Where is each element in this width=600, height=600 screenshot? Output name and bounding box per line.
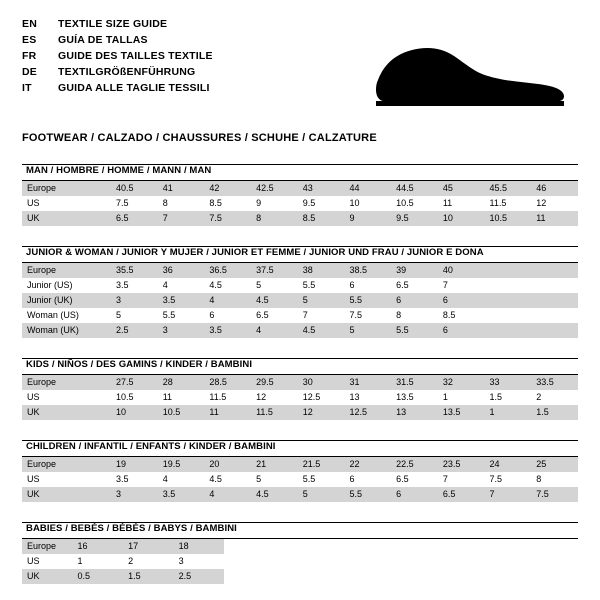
cell: 4 bbox=[251, 323, 298, 338]
cell: 8.5 bbox=[438, 308, 485, 323]
cell: 10 bbox=[111, 405, 158, 420]
cell: 32 bbox=[438, 375, 485, 390]
cell: 11 bbox=[438, 196, 485, 211]
cell: 3 bbox=[111, 487, 158, 502]
cell-empty bbox=[527, 539, 578, 554]
table-row bbox=[22, 405, 578, 420]
row-label: Junior (UK) bbox=[22, 293, 111, 308]
cell: 8 bbox=[158, 196, 205, 211]
row-label: UK bbox=[22, 487, 111, 502]
cell: 36.5 bbox=[204, 263, 251, 278]
cell: 1 bbox=[485, 405, 532, 420]
cell bbox=[485, 293, 532, 308]
language-row bbox=[22, 82, 213, 98]
size-table bbox=[22, 181, 578, 226]
language-code: ES bbox=[22, 34, 37, 46]
cell: 33 bbox=[485, 375, 532, 390]
cell: 4.5 bbox=[298, 323, 345, 338]
cell-empty bbox=[325, 569, 376, 584]
cell: 2.5 bbox=[174, 569, 225, 584]
table-row bbox=[22, 487, 578, 502]
cell-empty bbox=[477, 554, 528, 569]
cell bbox=[485, 308, 532, 323]
cell: 5.5 bbox=[391, 323, 438, 338]
cell: 3.5 bbox=[158, 293, 205, 308]
cell: 13.5 bbox=[438, 405, 485, 420]
language-title: TEXTILGRÖßENFÜHRUNG bbox=[58, 66, 196, 78]
row-label: Woman (US) bbox=[22, 308, 111, 323]
cell: 6 bbox=[391, 293, 438, 308]
cell: 19.5 bbox=[158, 457, 205, 472]
cell: 8 bbox=[251, 211, 298, 226]
cell: 6 bbox=[344, 472, 391, 487]
cell: 25 bbox=[531, 457, 578, 472]
block-title: MAN / HOMBRE / HOMME / MANN / MAN bbox=[26, 165, 212, 176]
cell: 11.5 bbox=[251, 405, 298, 420]
row-label: Woman (UK) bbox=[22, 323, 111, 338]
cell: 4 bbox=[204, 293, 251, 308]
table-row bbox=[22, 278, 578, 293]
cell: 31.5 bbox=[391, 375, 438, 390]
table-row bbox=[22, 569, 578, 584]
cell: 29.5 bbox=[251, 375, 298, 390]
cell: 12 bbox=[298, 405, 345, 420]
cell bbox=[531, 308, 578, 323]
cell: 6.5 bbox=[111, 211, 158, 226]
language-code: FR bbox=[22, 50, 37, 62]
cell: 3 bbox=[111, 293, 158, 308]
cell: 16 bbox=[73, 539, 124, 554]
cell: 28 bbox=[158, 375, 205, 390]
table-row bbox=[22, 293, 578, 308]
language-row bbox=[22, 34, 213, 50]
size-block-babies bbox=[22, 522, 578, 584]
language-row bbox=[22, 66, 213, 82]
cell: 5 bbox=[251, 278, 298, 293]
cell: 46 bbox=[531, 181, 578, 196]
cell: 4.5 bbox=[251, 487, 298, 502]
cell: 45 bbox=[438, 181, 485, 196]
cell: 9 bbox=[251, 196, 298, 211]
cell bbox=[485, 278, 532, 293]
language-code: IT bbox=[22, 82, 32, 94]
cell: 8.5 bbox=[298, 211, 345, 226]
row-label: Europe bbox=[22, 457, 111, 472]
cell: 1.5 bbox=[531, 405, 578, 420]
cell: 11 bbox=[204, 405, 251, 420]
cell: 28.5 bbox=[204, 375, 251, 390]
language-title: GUIDE DES TAILLES TEXTILE bbox=[58, 50, 213, 62]
size-table bbox=[22, 375, 578, 420]
cell-empty bbox=[426, 539, 477, 554]
cell-empty bbox=[426, 569, 477, 584]
size-block-children bbox=[22, 440, 578, 502]
cell: 6 bbox=[391, 487, 438, 502]
cell: 7 bbox=[485, 487, 532, 502]
cell-empty bbox=[224, 569, 275, 584]
row-label: US bbox=[22, 196, 111, 211]
table-row bbox=[22, 375, 578, 390]
header bbox=[22, 18, 578, 114]
cell: 6 bbox=[438, 293, 485, 308]
cell: 5 bbox=[251, 472, 298, 487]
cell-empty bbox=[224, 554, 275, 569]
cell: 5.5 bbox=[298, 278, 345, 293]
cell: 3.5 bbox=[204, 323, 251, 338]
cell-empty bbox=[376, 554, 427, 569]
cell: 2 bbox=[123, 554, 174, 569]
cell bbox=[531, 278, 578, 293]
cell: 12 bbox=[531, 196, 578, 211]
cell: 2.5 bbox=[111, 323, 158, 338]
cell: 8 bbox=[391, 308, 438, 323]
cell: 43 bbox=[298, 181, 345, 196]
size-table bbox=[22, 263, 578, 338]
row-label: US bbox=[22, 554, 73, 569]
block-title: JUNIOR & WOMAN / JUNIOR Y MUJER / JUNIOR ET FEMME / JUNIOR UND FRAU / JUNIOR E DONA bbox=[26, 247, 484, 258]
table-row bbox=[22, 263, 578, 278]
cell: 42.5 bbox=[251, 181, 298, 196]
row-label: Europe bbox=[22, 539, 73, 554]
table-row bbox=[22, 196, 578, 211]
cell: 1 bbox=[73, 554, 124, 569]
cell: 35.5 bbox=[111, 263, 158, 278]
cell-empty bbox=[376, 539, 427, 554]
cell: 5.5 bbox=[158, 308, 205, 323]
cell bbox=[485, 263, 532, 278]
cell: 44.5 bbox=[391, 181, 438, 196]
cell: 21.5 bbox=[298, 457, 345, 472]
cell: 12 bbox=[251, 390, 298, 405]
cell: 11.5 bbox=[204, 390, 251, 405]
language-code: EN bbox=[22, 18, 37, 30]
language-row bbox=[22, 18, 213, 34]
row-label: UK bbox=[22, 405, 111, 420]
cell: 7.5 bbox=[531, 487, 578, 502]
cell: 23.5 bbox=[438, 457, 485, 472]
cell: 4.5 bbox=[204, 278, 251, 293]
cell: 4 bbox=[158, 472, 205, 487]
cell: 6 bbox=[344, 278, 391, 293]
cell: 7.5 bbox=[111, 196, 158, 211]
cell: 7 bbox=[438, 278, 485, 293]
table-row bbox=[22, 554, 578, 569]
cell-empty bbox=[376, 569, 427, 584]
cell: 10 bbox=[438, 211, 485, 226]
cell: 22.5 bbox=[391, 457, 438, 472]
cell-empty bbox=[527, 554, 578, 569]
language-row bbox=[22, 50, 213, 66]
cell: 22 bbox=[344, 457, 391, 472]
size-block-kids bbox=[22, 358, 578, 420]
cell: 19 bbox=[111, 457, 158, 472]
block-title: CHILDREN / INFANTIL / ENFANTS / KINDER / BAMBINI bbox=[26, 441, 276, 452]
cell: 13.5 bbox=[391, 390, 438, 405]
cell: 4.5 bbox=[204, 472, 251, 487]
size-block-man bbox=[22, 164, 578, 226]
cell: 9.5 bbox=[391, 211, 438, 226]
block-title: BABIES / BEBÉS / BÉBÉS / BABYS / BAMBINI bbox=[26, 523, 237, 534]
cell: 3.5 bbox=[111, 472, 158, 487]
table-row bbox=[22, 323, 578, 338]
cell: 7.5 bbox=[344, 308, 391, 323]
cell: 5 bbox=[111, 308, 158, 323]
dress-shoe-icon bbox=[370, 38, 570, 110]
cell: 5.5 bbox=[344, 487, 391, 502]
cell: 40 bbox=[438, 263, 485, 278]
table-row bbox=[22, 308, 578, 323]
cell: 38.5 bbox=[344, 263, 391, 278]
cell: 10 bbox=[344, 196, 391, 211]
cell: 7.5 bbox=[485, 472, 532, 487]
cell: 44 bbox=[344, 181, 391, 196]
cell: 6 bbox=[438, 323, 485, 338]
cell: 11 bbox=[158, 390, 205, 405]
cell: 10.5 bbox=[158, 405, 205, 420]
language-code: DE bbox=[22, 66, 37, 78]
cell: 21 bbox=[251, 457, 298, 472]
cell: 10.5 bbox=[485, 211, 532, 226]
cell: 6.5 bbox=[391, 472, 438, 487]
row-label: Europe bbox=[22, 263, 111, 278]
cell: 36 bbox=[158, 263, 205, 278]
table-row bbox=[22, 539, 578, 554]
cell: 12.5 bbox=[344, 405, 391, 420]
row-label: US bbox=[22, 472, 111, 487]
cell: 7 bbox=[438, 472, 485, 487]
cell: 41 bbox=[158, 181, 205, 196]
size-block-junior-woman bbox=[22, 246, 578, 338]
cell: 20 bbox=[204, 457, 251, 472]
cell: 4 bbox=[158, 278, 205, 293]
cell: 4 bbox=[204, 487, 251, 502]
cell: 37.5 bbox=[251, 263, 298, 278]
cell: 1.5 bbox=[485, 390, 532, 405]
cell: 33.5 bbox=[531, 375, 578, 390]
language-title-table bbox=[22, 18, 213, 98]
cell bbox=[531, 323, 578, 338]
cell: 2 bbox=[531, 390, 578, 405]
cell: 5 bbox=[344, 323, 391, 338]
table-row bbox=[22, 457, 578, 472]
cell: 9.5 bbox=[298, 196, 345, 211]
cell: 31 bbox=[344, 375, 391, 390]
cell bbox=[531, 293, 578, 308]
cell: 3 bbox=[158, 323, 205, 338]
cell: 24 bbox=[485, 457, 532, 472]
cell: 45.5 bbox=[485, 181, 532, 196]
cell: 6.5 bbox=[251, 308, 298, 323]
cell: 13 bbox=[391, 405, 438, 420]
cell: 8 bbox=[531, 472, 578, 487]
cell: 39 bbox=[391, 263, 438, 278]
cell: 5.5 bbox=[298, 472, 345, 487]
table-row bbox=[22, 211, 578, 226]
cell: 7 bbox=[158, 211, 205, 226]
row-label: Europe bbox=[22, 181, 111, 196]
cell: 38 bbox=[298, 263, 345, 278]
cell: 1.5 bbox=[123, 569, 174, 584]
cell-empty bbox=[275, 554, 326, 569]
cell: 5 bbox=[298, 293, 345, 308]
cell bbox=[531, 263, 578, 278]
cell: 30 bbox=[298, 375, 345, 390]
cell: 3.5 bbox=[158, 487, 205, 502]
cell: 11 bbox=[531, 211, 578, 226]
cell: 3 bbox=[174, 554, 225, 569]
cell: 27.5 bbox=[111, 375, 158, 390]
row-label: US bbox=[22, 390, 111, 405]
cell-empty bbox=[224, 539, 275, 554]
cell: 13 bbox=[344, 390, 391, 405]
cell: 12.5 bbox=[298, 390, 345, 405]
cell: 10.5 bbox=[391, 196, 438, 211]
table-row bbox=[22, 390, 578, 405]
cell-empty bbox=[426, 554, 477, 569]
language-title: GUÍA DE TALLAS bbox=[58, 34, 148, 46]
cell-empty bbox=[275, 539, 326, 554]
cell: 6.5 bbox=[438, 487, 485, 502]
cell: 5 bbox=[298, 487, 345, 502]
language-title: TEXTILE SIZE GUIDE bbox=[58, 18, 168, 30]
cell: 5.5 bbox=[344, 293, 391, 308]
cell-empty bbox=[527, 569, 578, 584]
cell: 7 bbox=[298, 308, 345, 323]
cell-empty bbox=[477, 569, 528, 584]
category-title: FOOTWEAR / CALZADO / CHAUSSURES / SCHUHE / CALZATURE bbox=[22, 132, 377, 144]
block-title: KIDS / NIÑOS / DES GAMINS / KINDER / BAMBINI bbox=[26, 359, 253, 370]
cell bbox=[485, 323, 532, 338]
size-table bbox=[22, 457, 578, 502]
row-label: Junior (US) bbox=[22, 278, 111, 293]
table-row bbox=[22, 472, 578, 487]
cell: 8.5 bbox=[204, 196, 251, 211]
cell-empty bbox=[325, 539, 376, 554]
cell: 10.5 bbox=[111, 390, 158, 405]
cell: 0.5 bbox=[73, 569, 124, 584]
row-label: UK bbox=[22, 569, 73, 584]
cell: 6.5 bbox=[391, 278, 438, 293]
cell: 17 bbox=[123, 539, 174, 554]
row-label: UK bbox=[22, 211, 111, 226]
cell: 40.5 bbox=[111, 181, 158, 196]
language-title: GUIDA ALLE TAGLIE TESSILI bbox=[58, 82, 210, 94]
cell-empty bbox=[275, 569, 326, 584]
cell: 4.5 bbox=[251, 293, 298, 308]
cell: 6 bbox=[204, 308, 251, 323]
cell: 9 bbox=[344, 211, 391, 226]
cell: 18 bbox=[174, 539, 225, 554]
row-label: Europe bbox=[22, 375, 111, 390]
cell: 7.5 bbox=[204, 211, 251, 226]
cell: 11.5 bbox=[485, 196, 532, 211]
table-row bbox=[22, 181, 578, 196]
cell-empty bbox=[477, 539, 528, 554]
cell: 1 bbox=[438, 390, 485, 405]
cell: 3.5 bbox=[111, 278, 158, 293]
size-table bbox=[22, 539, 578, 584]
cell: 42 bbox=[204, 181, 251, 196]
cell-empty bbox=[325, 554, 376, 569]
